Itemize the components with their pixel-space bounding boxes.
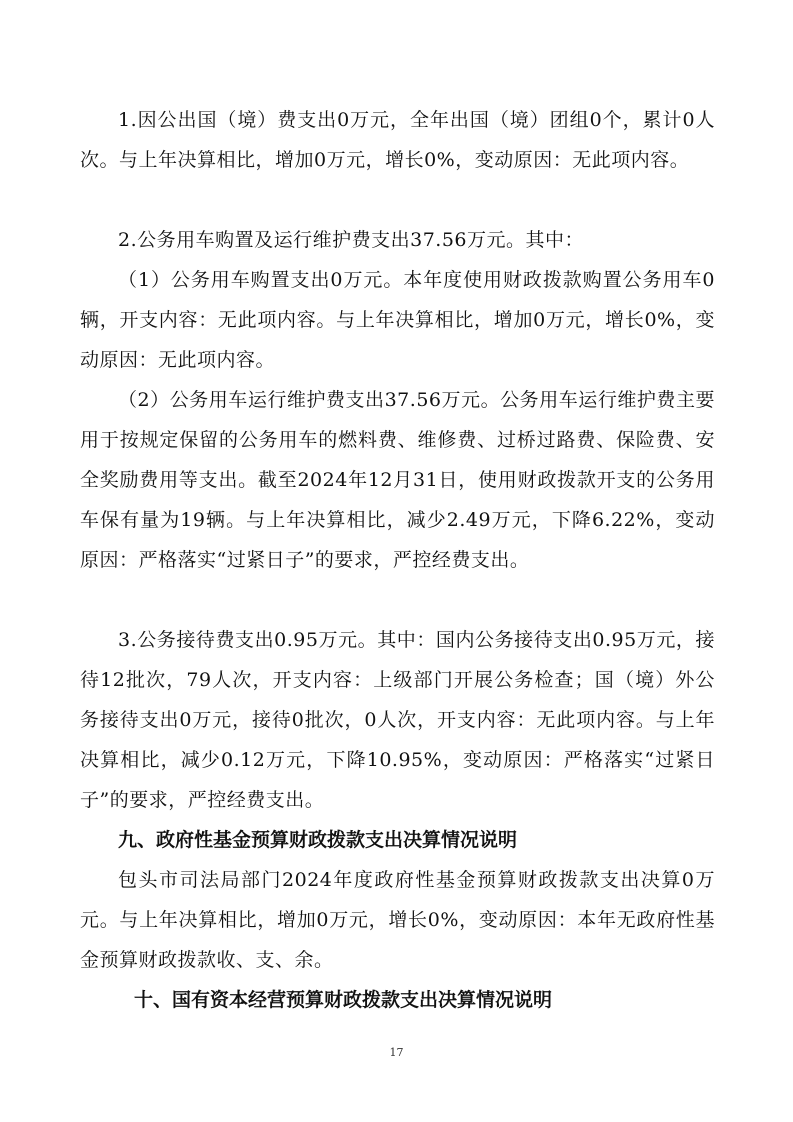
section-heading-nine: 九、政府性基金预算财政拨款支出决算情况说明 bbox=[118, 829, 518, 851]
paragraph-vehicle-purchase: （1）公务用车购置支出0万元。本年度使用财政拨款购置公务用车0辆，开支内容：无此项内容。与上年决算相比，增加0万元，增长0%，变动原因：无此项内容。 bbox=[80, 269, 715, 371]
section-heading-ten: 十、国有资本经营预算财政拨款支出决算情况说明 bbox=[134, 989, 553, 1011]
paragraph-vehicle-maintenance: （2）公务用车运行维护费支出37.56万元。公务用车运行维护费主要用于按规定保留的公务用车的燃料费、维修费、过桥过路费、保险费、安全奖励费用等支出。截至2024年12月31日，使用财政拨款开支的公务用车保有量为19辆。与上年决算相比，减少2.49万元，下降6.22%，变动原因：严格落实“过紧日子”的要求，严控经费支出。 bbox=[80, 389, 715, 571]
paragraph-overseas-expense: 1.因公出国（境）费支出0万元，全年出国（境）团组0个，累计0人次。与上年决算相比，增加0万元，增长0%，变动原因：无此项内容。 bbox=[80, 109, 715, 171]
page-number: 17 bbox=[389, 1046, 404, 1059]
paragraph-vehicle-expense: 2.公务用车购置及运行维护费支出37.56万元。其中： bbox=[118, 229, 585, 251]
paragraph-reception-expense: 3.公务接待费支出0.95万元。其中：国内公务接待支出0.95万元，接待12批次，79人次，开支内容：上级部门开展公务检查；国（境）外公务接待支出0万元，接待0批次，0人次，开支内容：无此项内容。与上年决算相比，减少0.12万元，下降10.95%，变动原因：严格落实“过紧日子”的要求，严控经费支出。 bbox=[80, 629, 715, 811]
paragraph-government-fund: 包头市司法局部门2024年度政府性基金预算财政拨款支出决算0万元。与上年决算相比，增加0万元，增长0%，变动原因：本年无政府性基金预算财政拨款收、支、余。 bbox=[80, 869, 715, 971]
